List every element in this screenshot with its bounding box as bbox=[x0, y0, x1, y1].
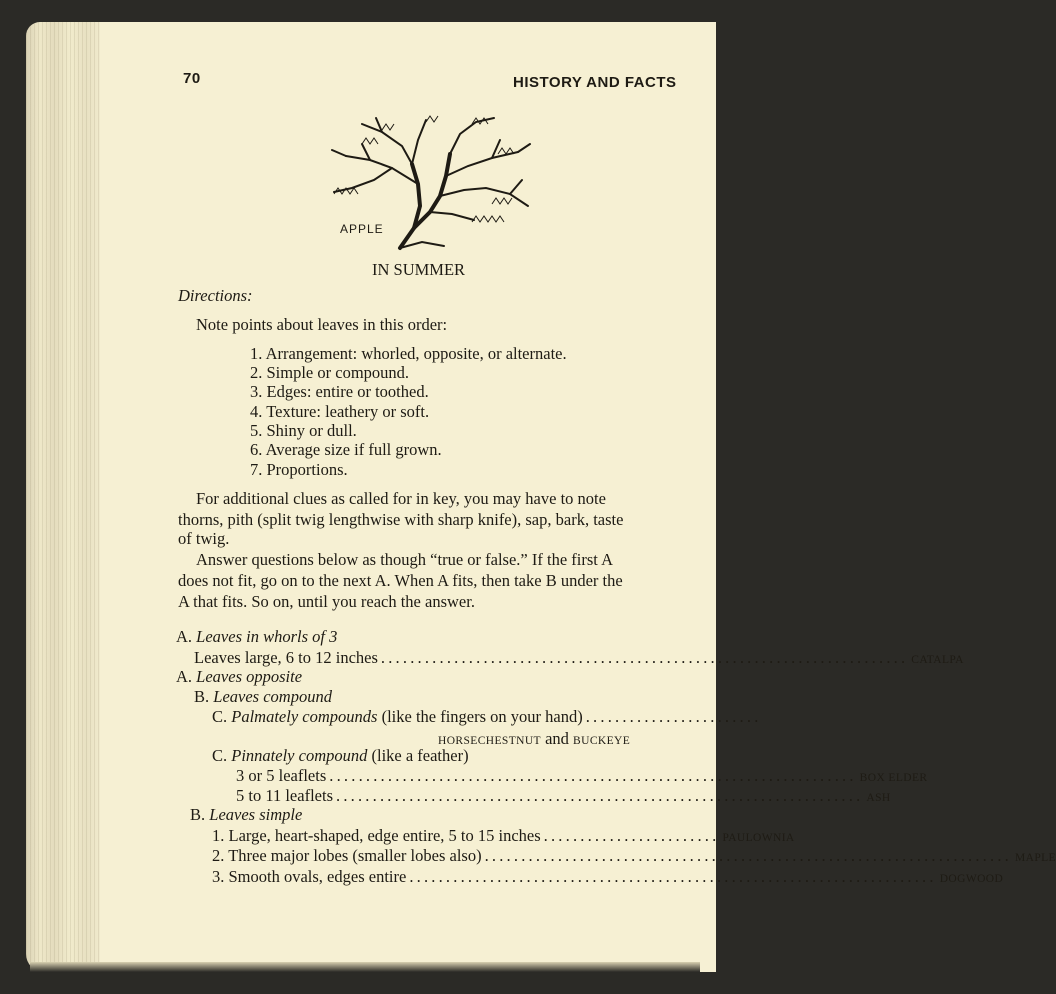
key-detail: 2. Three major lobes (smaller lobes also) bbox=[212, 846, 482, 865]
key-note: (like a feather) bbox=[371, 746, 469, 765]
list-item: 2. Simple or compound. bbox=[250, 363, 410, 382]
dot-leader: ........................................................................ bbox=[329, 766, 857, 785]
paragraph-line: thorns, pith (split twig lengthwise with sharp knife), sap, bark, taste bbox=[178, 510, 624, 529]
key-answer-conjunction: and bbox=[545, 729, 569, 748]
key-answer: PAULOWNIA bbox=[722, 832, 795, 844]
dot-leader: ........................ bbox=[585, 707, 762, 726]
key-answer: HORSECHESTNUT bbox=[438, 735, 541, 747]
paragraph-line: For additional clues as called for in key, you may have to note bbox=[196, 489, 606, 508]
key-detail: 5 to 11 leaflets bbox=[236, 786, 333, 805]
list-item: 6. Average size if full grown. bbox=[250, 440, 442, 459]
key-letter: A. bbox=[176, 667, 193, 686]
key-answer: DOGWOOD bbox=[939, 873, 1004, 885]
directions-label: Directions: bbox=[178, 286, 253, 305]
key-line-box-elder bbox=[236, 766, 928, 786]
list-item: 3. Edges: entire or toothed. bbox=[250, 382, 429, 401]
key-letter: B. bbox=[190, 805, 206, 824]
key-line-catalpa bbox=[194, 648, 964, 668]
key-text: Palmately compounds bbox=[231, 707, 378, 726]
key-answer: BUCKEYE bbox=[573, 735, 631, 747]
key-text: Pinnately compound bbox=[231, 746, 368, 765]
page-edges bbox=[26, 22, 106, 972]
paragraph-line: does not fit, go on to the next A. When A fits, then take B under the bbox=[178, 571, 623, 590]
illustration-label: APPLE bbox=[340, 222, 384, 236]
key-letter: C. bbox=[212, 746, 228, 765]
key-entry-c2 bbox=[212, 746, 469, 766]
key-entry-c1 bbox=[212, 707, 762, 727]
paragraph-line: A that fits. So on, until you reach the answer. bbox=[178, 592, 475, 611]
key-entry-b2 bbox=[190, 805, 302, 825]
key-line-maple bbox=[212, 846, 1056, 866]
key-text: Leaves simple bbox=[209, 805, 303, 824]
key-entry-a2 bbox=[176, 667, 302, 687]
key-answer: BOX ELDER bbox=[859, 772, 928, 784]
list-item: 5. Shiny or dull. bbox=[250, 421, 357, 440]
dot-leader: ........................ bbox=[543, 826, 720, 845]
key-detail: 3 or 5 leaflets bbox=[236, 766, 327, 785]
key-letter: C. bbox=[212, 707, 228, 726]
running-title: HISTORY AND FACTS bbox=[513, 74, 677, 91]
key-note: (like the fingers on your hand) bbox=[381, 707, 583, 726]
key-letter: A. bbox=[176, 627, 193, 646]
key-text: Leaves compound bbox=[213, 687, 332, 706]
page-number: 70 bbox=[183, 70, 201, 87]
key-line-dogwood bbox=[212, 867, 1004, 887]
dot-leader: ........................................................................ bbox=[409, 867, 937, 886]
key-text: Leaves in whorls of 3 bbox=[196, 627, 338, 646]
dot-leader: ........................................................................ bbox=[484, 846, 1012, 865]
key-text: Leaves opposite bbox=[196, 667, 303, 686]
paragraph-line: of twig. bbox=[178, 529, 230, 548]
key-entry-a1 bbox=[176, 627, 337, 647]
key-line-ash bbox=[236, 786, 891, 806]
key-answer: CATALPA bbox=[911, 654, 964, 666]
list-item: 7. Proportions. bbox=[250, 460, 348, 479]
key-detail: 1. Large, heart-shaped, edge entire, 5 to 15 inches bbox=[212, 826, 541, 845]
list-item: 4. Texture: leathery or soft. bbox=[250, 402, 430, 421]
list-item: 1. Arrangement: whorled, opposite, or alternate. bbox=[250, 344, 567, 363]
intro-text: Note points about leaves in this order: bbox=[196, 315, 448, 334]
season-title: IN SUMMER bbox=[372, 260, 466, 279]
dot-leader: ........................................................................ bbox=[380, 648, 909, 667]
key-answer: ASH bbox=[866, 792, 891, 804]
paragraph-line: Answer questions below as though “true or false.” If the first A bbox=[196, 550, 613, 569]
key-detail: Leaves large, 6 to 12 inches bbox=[194, 648, 378, 667]
key-line-paulownia bbox=[212, 826, 795, 846]
key-answer: MAPLE bbox=[1014, 852, 1056, 864]
page-shadow bbox=[30, 962, 700, 972]
key-detail: 3. Smooth ovals, edges entire bbox=[212, 867, 407, 886]
key-letter: B. bbox=[194, 687, 210, 706]
key-entry-b1 bbox=[194, 687, 332, 707]
dot-leader: ........................................................................ bbox=[336, 786, 864, 805]
